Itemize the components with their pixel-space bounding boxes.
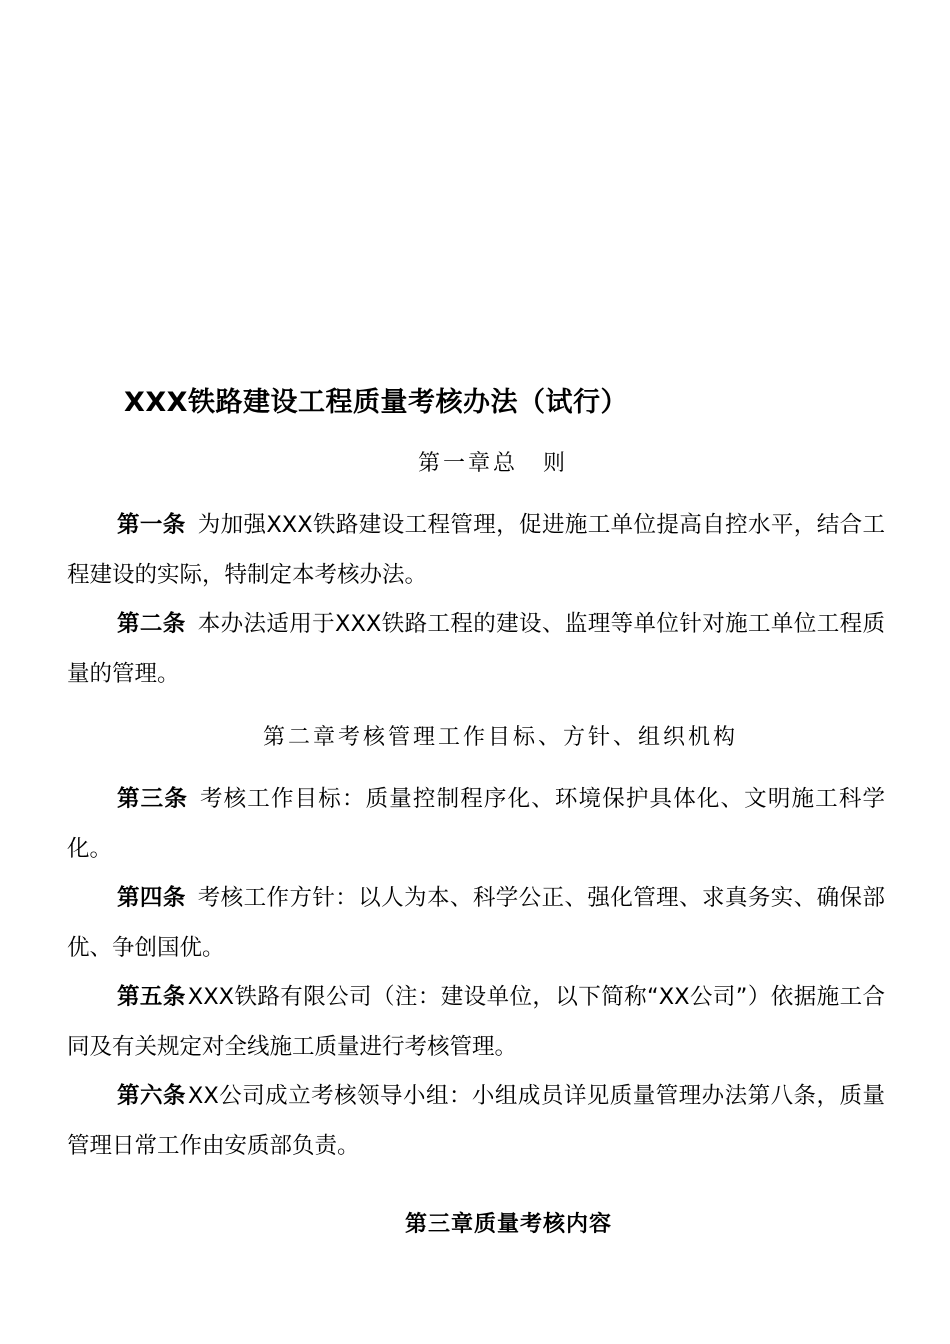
article-number: 第一条 bbox=[117, 512, 186, 538]
article-5 bbox=[67, 972, 885, 1072]
article-number: 第六条 bbox=[117, 1083, 186, 1109]
article-text: XXX铁路有限公司（注：建设单位，以下简称“XX公司”）依据施工合同及有关规定对全线施工质量进行考核管理。 bbox=[67, 984, 885, 1060]
chapter-2-heading: 第二章考核管理工作目标、方针、组织机构 bbox=[263, 725, 739, 750]
chapter-3-heading: 第三章质量考核内容 bbox=[405, 1212, 613, 1237]
article-text: 为加强XXX铁路建设工程管理，促进施工单位提高自控水平，结合工程建设的实际，特制定本考核办法。 bbox=[67, 512, 885, 588]
article-number: 第三条 bbox=[117, 786, 188, 812]
article-3 bbox=[67, 774, 885, 874]
article-4 bbox=[67, 873, 885, 973]
chapter-1-heading: 第一章总 则 bbox=[418, 451, 569, 476]
article-number: 第四条 bbox=[117, 885, 186, 911]
article-6 bbox=[67, 1071, 885, 1171]
article-text: 本办法适用于XXX铁路工程的建设、监理等单位针对施工单位工程质量的管理。 bbox=[67, 611, 885, 687]
article-text: 考核工作方针：以人为本、科学公正、强化管理、求真务实、确保部优、争创国优。 bbox=[67, 885, 885, 961]
article-1 bbox=[67, 500, 885, 600]
article-2 bbox=[67, 599, 885, 699]
article-text: 考核工作目标：质量控制程序化、环境保护具体化、文明施工科学化。 bbox=[67, 786, 885, 862]
article-text: XX公司成立考核领导小组：小组成员详见质量管理办法第八条，质量管理日常工作由安质部负责。 bbox=[67, 1083, 885, 1159]
article-number: 第五条 bbox=[117, 984, 186, 1010]
document-title: XXX铁路建设工程质量考核办法（试行） bbox=[124, 387, 628, 418]
article-number: 第二条 bbox=[117, 611, 186, 637]
